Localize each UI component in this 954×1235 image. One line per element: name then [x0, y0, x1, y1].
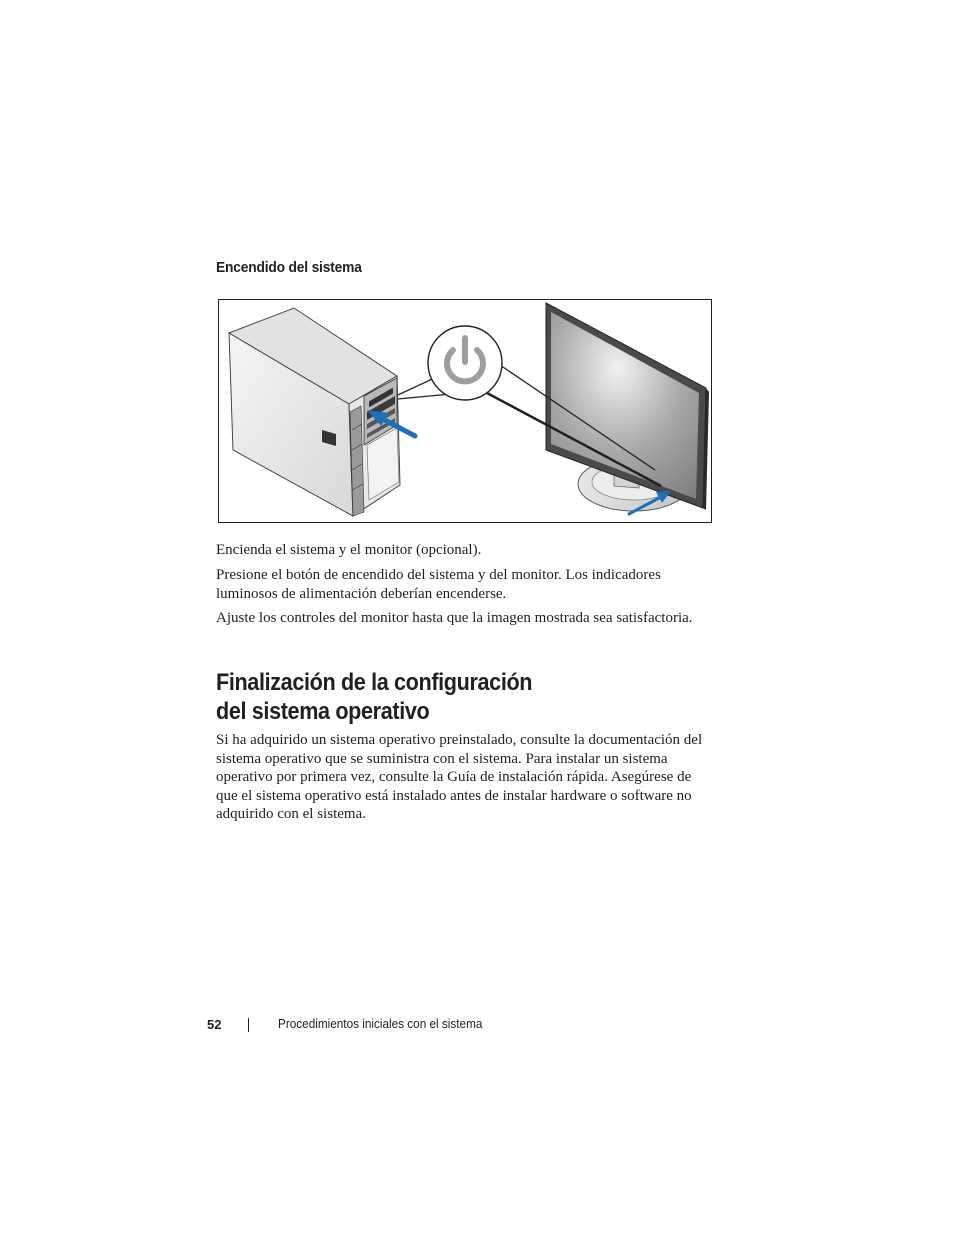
figure-power-on-illustration	[218, 299, 712, 523]
section-title	[216, 668, 636, 726]
power-button-icon	[428, 326, 502, 400]
paragraph-os-setup: Si ha adquirido un sistema operativo preinstalado, consulte la documentación del sistema operativo que se suministra con el sistema. Para instalar un sistema operativo por primera vez, consulte la Guía de instalación rápida. Asegúrese de que el sistema operativo está instalado antes de instalar hardware o software no adquirido con el sistema.	[216, 732, 703, 822]
page-number: 52	[207, 1017, 222, 1032]
footer-separator	[248, 1018, 249, 1032]
page-footer	[0, 1015, 954, 1035]
paragraph-adjust-monitor: Ajuste los controles del monitor hasta que la imagen mostrada sea satisfactoria.	[216, 610, 693, 626]
monitor-icon	[546, 303, 709, 511]
section-title-line-1: Finalización de la configuración	[216, 669, 533, 696]
section-title-line-2: del sistema operativo	[216, 698, 430, 725]
figure-heading: Encendido del sistema	[216, 259, 362, 276]
paragraph-press-power: Presione el botón de encendido del sistema y del monitor. Los indicadores luminosos de alimentación deberían encenderse.	[216, 567, 661, 602]
running-title: Procedimientos iniciales con el sistema	[278, 1017, 483, 1031]
paragraph-turn-on: Encienda el sistema y el monitor (opcional).	[216, 542, 482, 558]
